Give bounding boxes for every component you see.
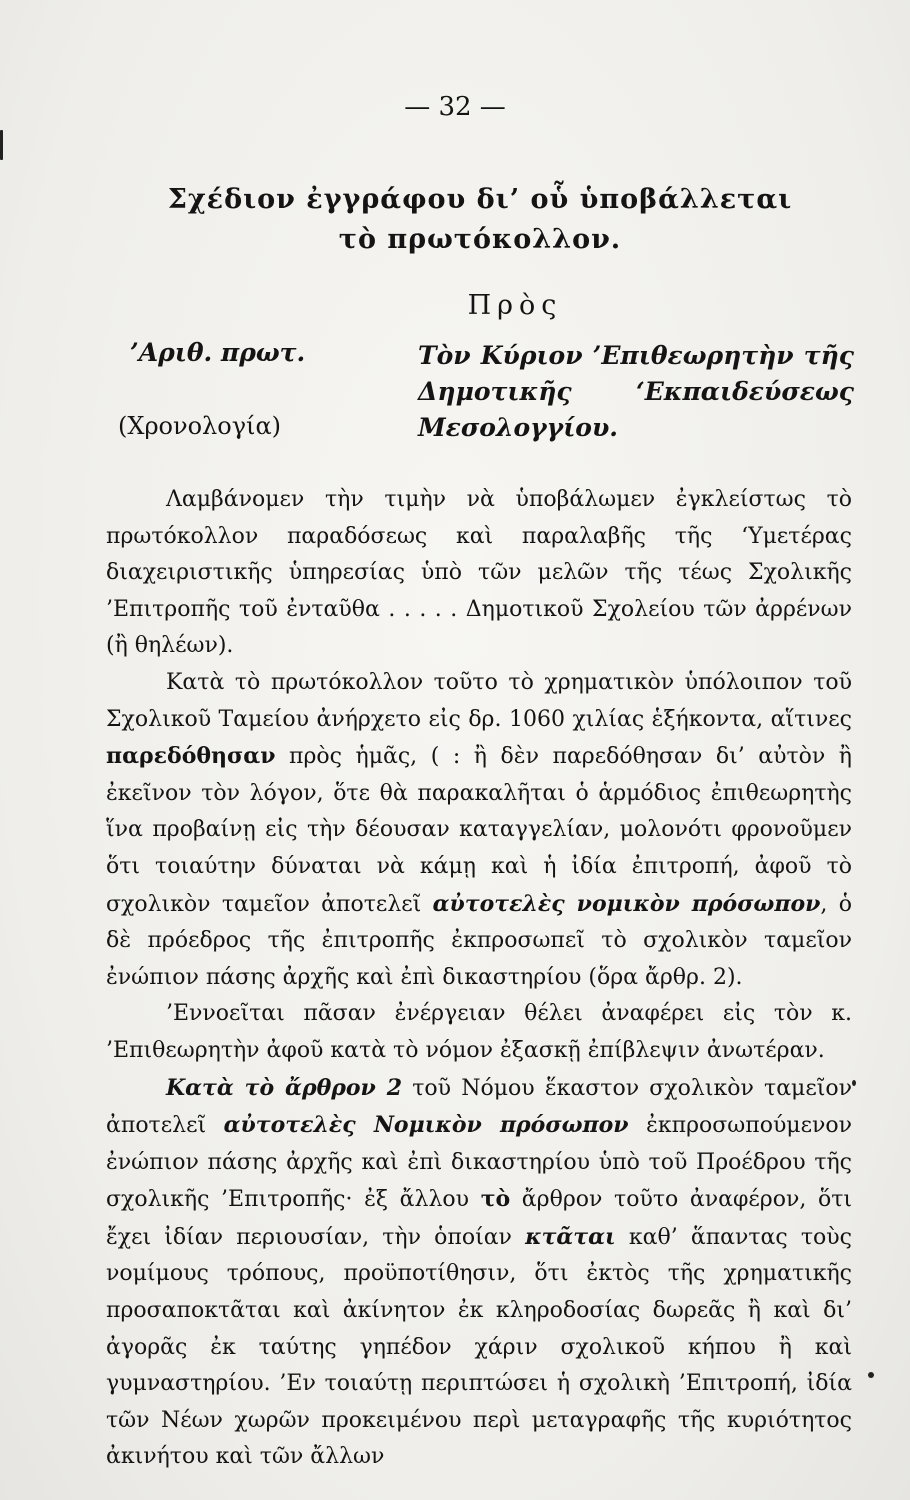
paragraph-4-article-reference: Κατὰ τὸ ἄρθρον 2: [166, 1074, 403, 1101]
paragraph-2-text-c: πρὸς ἡμᾶς, ( : ἢ δὲν παρεδόθησαν δι’ αὐτὸν ἢ ἐκεῖνον τὸν λόγον, ὅτε θὰ παρακαλῆται ὁ ἁρμόδιος ἐπιθεωρητὴς ἵνα προβαίνῃ εἰς τὴν δέουσαν καταγγελίαν, μολονότι φρονοῦμεν ὅτι τοιαύτην δύναται νὰ κάμῃ καὶ ἡ ἰδία ἐπιτροπή, ἀφοῦ τὸ σχολικὸν ταμεῖον ἀποτελεῖ: [106, 744, 852, 917]
document-title: [150, 180, 810, 260]
ink-speck: [852, 1080, 856, 1086]
body-paragraph-3: ’Εννοεῖται πᾶσαν ἐνέργειαν θέλει ἀναφέρει εἰς τὸν κ. ’Επιθεωρητὴν ἀφοῦ κατὰ τὸ νόμον ἐξασκῇ ἐπίβλεψιν ἀνωτέραν.: [106, 1001, 852, 1063]
paragraph-4-text-f: ἄρθρον τοῦτο ἀναφέρον, ὅτι ἔχει ἰδίαν περιουσίαν, τὴν ὁποίαν: [106, 1187, 852, 1250]
ink-speck: [868, 1372, 874, 1378]
paragraph-4-text-b: τοῦ Νόμου ἕκαστον σχολικὸν ταμεῖον ἀποτελεῖ: [106, 1075, 852, 1139]
paragraph-4-emphasis-ktatai: κτᾶται: [525, 1223, 616, 1250]
paragraph-2-emphasis-a: παρεδόθησαν: [106, 743, 276, 770]
document-title-line-2: τὸ πρωτόκολλον.: [338, 224, 622, 255]
page-edge-mark: [0, 130, 3, 160]
addressee-block: Τὸν Κύριον ’Επιθεωρητὴν τῆς Δημοτικῆς ‘Εκπαιδεύσεως Μεσολογγίου.: [418, 341, 854, 442]
body-paragraph-4: [106, 1070, 852, 1477]
addressee-prefix: Πρὸς: [467, 290, 563, 321]
body-paragraph-1: Λαμβάνομεν τὴν τιμὴν νὰ ὑποβάλωμεν ἐγκλείστως τὸ πρωτόκολλον παραδόσεως καὶ παραλαβῆς τῆς ‘Υμετέρας διαχειριστικῆς ὑπηρεσίας ὑπὸ τῶν μελῶν τῆς τέως Σχολικῆς ’Επιτροπῆς τοῦ ἐνταῦθα . . . . . Δημοτικοῦ Σχολείου τῶν ἀρρένων (ἢ θηλέων).: [106, 487, 852, 659]
paragraph-2-text-a: Κατὰ τὸ πρωτόκολλον τοῦτο τὸ χρηματικὸν ὑπόλοιπον τοῦ Σχολικοῦ Ταμείου ἀνήρχετο εἰς δρ. 1060 χιλίας ἑξήκοντα, αἵτινες: [106, 669, 852, 732]
document-title-line-1: Σχέδιον ἐγγράφου δι’ οὗ ὑποβάλλεται: [167, 184, 793, 215]
body-paragraph-2: [106, 665, 852, 996]
date-label: (Χρονολογία): [118, 412, 282, 440]
protocol-number-label: ’Αριθ. πρωτ.: [130, 338, 306, 367]
paragraph-2-emphasis-legal-entity: αὐτοτελὲς νομικὸν πρόσωπον: [432, 890, 821, 917]
paragraph-4-emphasis-legal-entity: αὐτοτελὲς Νομικὸν πρόσωπον: [223, 1112, 629, 1139]
paragraph-4-text-h: καθ’ ἅπαντας τοὺς νομίμους τρόπους, προϋποτίθησιν, ὅτι ἐκτὸς τῆς χρηματικῆς προσαποκτᾶται καὶ ἀκίνητον ἐκ κληροδοσίας δωρεᾶς ἢ καὶ δι’ ἀγορᾶς ἐκ ταύτης γηπέδον χάριν σχολικοῦ κήπου ἢ καὶ γυμναστηρίου. ’Εν τοιαύτῃ περιπτώσει ἡ σχολικὴ ’Επιτροπή, ἰδία τῶν Νέων χωρῶν προκειμένου περὶ μεταγραφῆς τῆς κυριότητος ἀκινήτου καὶ τῶν ἄλλων: [106, 1224, 852, 1470]
page-number: — 32 —: [404, 92, 506, 122]
document-body: [106, 482, 852, 1476]
paragraph-4-text-d: ἐκπροσωπούμενον ἐνώπιον πάσης ἀρχῆς καὶ ἐπὶ δικαστηρίου ὑπὸ τοῦ Προέδρου τῆς σχολικῆς ’Επιτροπῆς· ἐξ ἄλλου: [106, 1113, 852, 1213]
paragraph-4-emphasis-to: τὸ: [480, 1186, 511, 1213]
paragraph-2-text-e: , ὁ δὲ πρόεδρος τῆς ἐπιτροπῆς ἐκπροσωπεῖ τὸ σχολικὸν ταμεῖον ἐνώπιον πάσης ἀρχῆς καὶ ἐπὶ δικαστηρίου (ὅρα ἄρθρ. 2).: [106, 891, 853, 990]
